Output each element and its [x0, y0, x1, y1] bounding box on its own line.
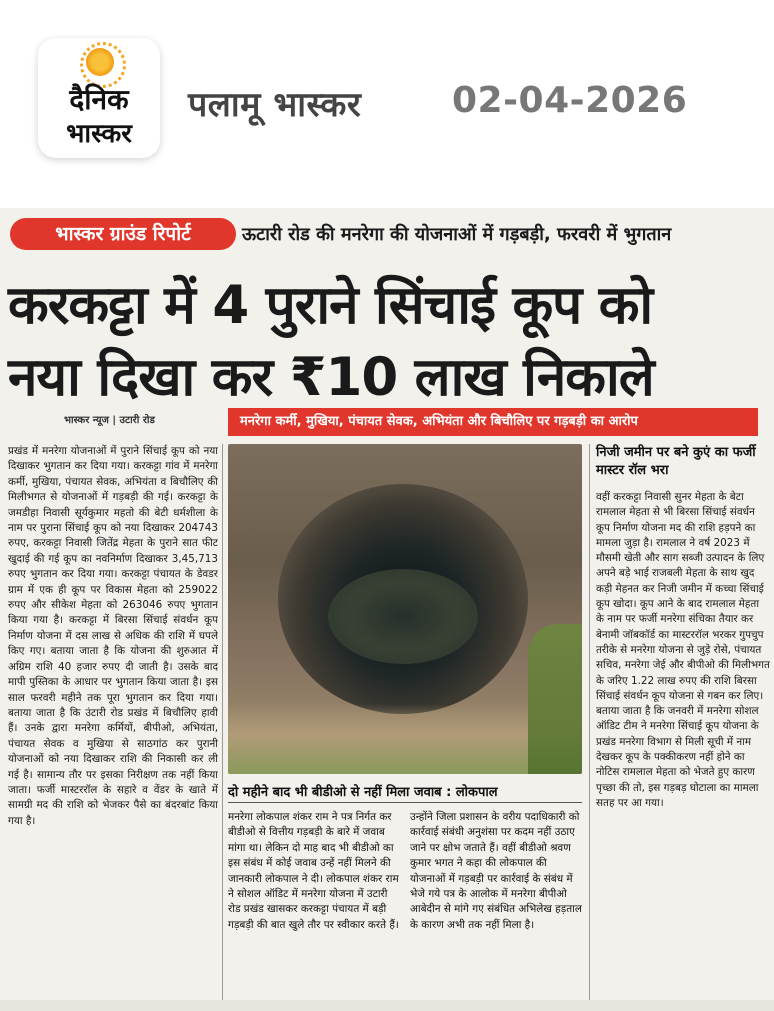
right-column-heading: निजी जमीन पर बने कुएं का फर्जी मास्टर रॉल भरा [596, 445, 756, 478]
well-water [328, 569, 478, 664]
byline: भास्कर न्यूज | उटारी रोड [64, 415, 155, 426]
article-kicker: ऊटारी रोड की मनरेगा की योजनाओं में गड़बड़ी, फरवरी में भुगतान [242, 224, 672, 245]
grass-patch [528, 624, 582, 774]
news-clipping [0, 208, 774, 1011]
left-column-text: प्रखंड में मनरेगा योजनाओं में पुराने सिंचाई कूप को नया दिखाकर भुगतान कर दिया गया। करकट्टा गांव में मनरेगा कर्मी, मुखिया, पंचायत सेवक, अभियंता व बिचौलिए की मिलीभगत से योजनाओं में गड़बड़ी की गई। करकट्टा के जमडीहा निवासी सूर्यकुमार महतो की बेटी धर्मशीला के नाम पर पुराना सिंचाई कूप को नया दिखाकर 204743 रुपए, करकट्टा निवासी जितेंद्र मेहता के पुराने सात फीट खुदाई की गई कूप का नवनिर्माण दिखाकर 3,45,713 रुपए भुगतान कर दिया गया। करकट्टा पंचायत के डेवडर ग्राम में एक ही कूप पर विकास मेहता को 259022 रुपए और सीकेश मेहता को 263046 रुपए भुगतान किया गया है। करकट्टा में बिरसा सिंचाई संवर्धन कूप निर्माण योजना में दस लाख से अधिक की राशि में घपले किए गए। बताया जाता है कि योजना की शुरुआत में अग्रिम राशि 40 हजार रुपए दी जाती है। उसके बाद मापी पुस्तिका के आधार पर भुगतान किया जाता है। इस साल फरवरी महीने तक पूरा भुगतान कर दिया गया। बताया जाता है कि उंटारी रोड प्रखंड में बिचौलिए हावी हैं। उनके द्वारा मनरेगा कर्मियों, बीपीओ, अभियंता, पंचायत सेवक व मुखिया से साठगांठ कर पुरानी योजनाओं को नया दिखाकर राशि की निकासी कर ली गई है। सामान्य तौर पर इसका निरीक्षण तक नहीं किया जाता। फर्जी मास्टररॉल के सहारे व वेंडर के खाते में सामग्री मद की राशि को भेजकर पैसे का बंदरबांट किया गया है। [8, 445, 218, 827]
well-photo [228, 444, 582, 774]
ground-report-tag: भास्कर ग्राउंड रिपोर्ट [10, 218, 236, 250]
right-column-text: वहीं करकट्टा निवासी सुनर मेहता के बेटा रामलाल मेहता से भी बिरसा सिंचाई संवर्धन कूप निर्माण योजना मद की राशि हड़पने का मामला जुड़ा है। रामलाल ने वर्ष 2023 में मौसमी खेती और साग सब्जी उत्पादन के लिए अपने बड़े भाई राजबली मेहता के साथ खुद कड़ी मेहनत कर निजी जमीन में कच्चा सिंचाई कूप खोदा। कूप आने के बाद रामलाल मेहता के नाम पर फर्जी मनरेगा संचिका तैयार कर बेनामी जॉबकॉर्ड का मास्टररॉल भरकर गुपचुप तरीके से मनरेगा योजना से जुड़े रोसे, पंचायत सचिव, मनरेगा जेई और बीपीओ की मिलीभगत के जरिए 1.22 लाख रुपए की राशि बिरसा सिंचाई संवर्धन कूप योजना से गबन कर लिए। बताया जाता है कि जनवरी में मनरेगा सोशल ऑडिट टीम ने मनरेगा सिंचाई कूप योजना के प्रखंड मनरेगा विभाग से मिली सूची में नाम देखकर कूप के पक्कीकरण नहीं होने का नोटिस रामलाल मेहता को भेजते हुए कारण पृच्छा की तो, इस गड़बड़ घोटाला का मामला सतह पर आ गया। [596, 491, 770, 809]
app-header [0, 0, 774, 198]
headline-line-2: नया दिखा कर ₹10 लाख निकाले [8, 347, 654, 408]
logo-text-line1: दैनिक [69, 83, 129, 116]
sun-icon [86, 48, 114, 76]
middle-section-heading: दो महीने बाद भी बीडीओ से नहीं मिला जवाब : लोकपाल [228, 785, 498, 800]
logo-text-line2: भास्कर [66, 119, 132, 149]
headline-line-1: करकट्टा में 4 पुराने सिंचाई कूप को [8, 275, 653, 336]
clipping-bottom-edge [0, 1000, 774, 1011]
edition-date: 02-04-2026 [452, 80, 688, 121]
allegation-banner: मनरेगा कर्मी, मुखिया, पंचायत सेवक, अभियंता और बिचौलिए पर गड़बड़ी का आरोप [228, 408, 758, 436]
column-divider [222, 444, 223, 1000]
heading-rule [228, 802, 582, 803]
middle-column-1-text: मनरेगा लोकपाल शंकर राम ने पत्र निर्गत कर बीडीओ से वित्तीय गड़बड़ी के बारे में जवाब मांगा था। लेकिन दो माह बाद भी बीडीओ का इस संबंध में कोई जवाब उन्हें नहीं मिलने की जानकारी लोकपाल ने दी। लोकपाल शंकर राम ने सोशल ऑडिट में मनरेगा योजना में उटारी रोड प्रखंड खासकर करकट्टा पंचायत में बड़ी गड़बड़ी की बात खुले तौर पर स्वीकार करते हैं। [228, 811, 399, 931]
edition-title: पलामू भास्कर [188, 85, 362, 125]
dainik-bhaskar-logo[interactable] [38, 38, 160, 158]
column-divider [589, 444, 590, 1000]
middle-column-2-text: उन्होंने जिला प्रशासन के वरीय पदाधिकारी को कार्रवाई संबंधी अनुशंसा पर कदम नहीं उठाए जाने पर क्षोभ जताते हैं। वहीं बीडीओ श्रवण कुमार भगत ने कहा की लोकपाल की योजनाओं में गड़बड़ी पर कार्रवाई के संबंध में भेजे गये पत्र के आलोक में मनरेगा बीपीओ आबेदीन से मांगे गए संबंधित अभिलेख हड़ताल के कारण अभी तक नहीं मिला है। [410, 811, 582, 931]
